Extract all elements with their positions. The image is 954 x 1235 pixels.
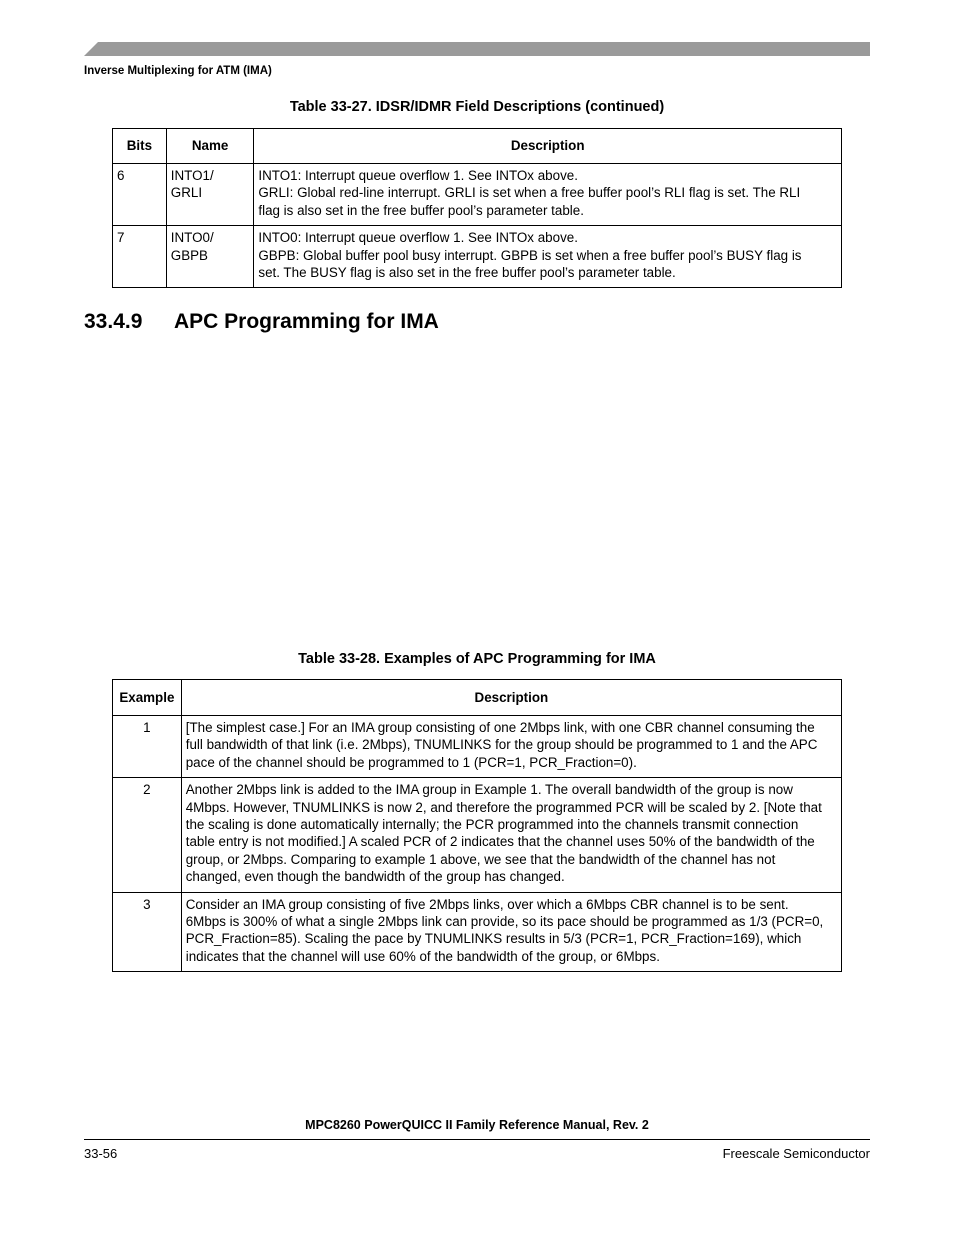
description-line: full bandwidth of that link (i.e. 2Mbps), TNUMLINKS for the group should be programmed to 1 and the APC bbox=[185, 737, 818, 753]
description-line: the scaling is done automatically internally; the PCR programmed into the channels transmit connection bbox=[185, 817, 799, 833]
table-header-row bbox=[113, 680, 842, 716]
column-header: Bits bbox=[113, 129, 167, 164]
description-line: INTO0: Interrupt queue overflow 1. See INTOx above. bbox=[258, 230, 578, 246]
section-heading bbox=[84, 310, 439, 334]
name-line: GBPB bbox=[170, 247, 208, 263]
section-number: 33.4.9 bbox=[84, 310, 143, 333]
description-line: 6Mbps is 300% of what a single 2Mbps link can provide, so its pace should be programmed as 1/3 (PCR=0, bbox=[185, 914, 824, 930]
name-line: INTO1/ bbox=[170, 168, 214, 183]
table-header-row bbox=[113, 129, 842, 164]
description-line: Another 2Mbps link is added to the IMA group in Example 1. The overall bandwidth of the group is now bbox=[185, 782, 793, 798]
table-row bbox=[113, 892, 842, 972]
description-line: INTO1: Interrupt queue overflow 1. See INTOx above. bbox=[258, 168, 578, 183]
description-line: PCR_Fraction=85). Scaling the pace by TNUMLINKS results in 5/3 (PCR=1, PCR_Fraction=169), which bbox=[185, 931, 802, 947]
description-line: table entry is not modified.] A scaled PCR of 2 indicates that the channel uses 50% of the bandwidth of the bbox=[185, 834, 815, 850]
column-header: Description bbox=[254, 129, 842, 164]
name-line: GRLI bbox=[170, 185, 203, 201]
table-row bbox=[113, 716, 842, 778]
description-cell bbox=[181, 778, 841, 892]
apc-examples-table bbox=[112, 679, 842, 972]
bits-cell: 7 bbox=[113, 226, 167, 288]
column-header: Name bbox=[166, 129, 254, 164]
footer-manual-title: MPC8260 PowerQUICC II Family Reference Manual, Rev. 2 bbox=[305, 1118, 649, 1132]
description-line: flag is also set in the free buffer pool’s parameter table. bbox=[258, 202, 584, 218]
description-line: pace of the channel should be programmed to 1 (PCR=1, PCR_Fraction=0). bbox=[185, 754, 637, 770]
description-line: 4Mbps. However, TNUMLINKS is now 2, and therefore the programmed PCR will be scaled by 2. [Note that bbox=[185, 799, 822, 815]
table-row bbox=[113, 164, 842, 226]
description-cell bbox=[254, 164, 842, 226]
table-caption: Table 33-28. Examples of APC Programming for IMA bbox=[298, 651, 656, 667]
description-line: indicates that the channel will use 60% of the bandwidth of the group, or 6Mbps. bbox=[185, 948, 660, 964]
section-title: APC Programming for IMA bbox=[174, 310, 439, 333]
field-descriptions-table bbox=[112, 128, 842, 288]
example-cell: 2 bbox=[113, 778, 182, 892]
description-line: set. The BUSY flag is also set in the free buffer pool’s parameter table. bbox=[258, 265, 676, 281]
description-line: GBPB: Global buffer pool busy interrupt. GBPB is set when a free buffer pool’s BUSY flag is bbox=[258, 247, 802, 263]
table-row bbox=[113, 226, 842, 288]
name-line: INTO0/ bbox=[170, 230, 214, 246]
running-header: Inverse Multiplexing for ATM (IMA) bbox=[84, 65, 272, 77]
description-line: GRLI: Global red-line interrupt. GRLI is set when a free buffer pool’s RLI flag is set. The RLI bbox=[258, 185, 801, 201]
footer-divider bbox=[84, 1139, 870, 1140]
table-row bbox=[113, 778, 842, 892]
header-bar bbox=[84, 42, 870, 56]
name-cell bbox=[166, 226, 254, 288]
description-line: changed, even though the bandwidth of the group has changed. bbox=[185, 869, 565, 885]
column-header: Description bbox=[181, 680, 841, 716]
description-line: Consider an IMA group consisting of five 2Mbps links, over which a 6Mbps CBR channel is to be sent. bbox=[185, 896, 789, 912]
example-cell: 3 bbox=[113, 892, 182, 972]
name-cell bbox=[166, 164, 254, 226]
company-name: Freescale Semiconductor bbox=[722, 1146, 870, 1161]
example-cell: 1 bbox=[113, 716, 182, 778]
description-cell bbox=[181, 892, 841, 972]
description-line: [The simplest case.] For an IMA group consisting of one 2Mbps link, with one CBR channel consuming the bbox=[185, 720, 815, 735]
column-header: Example bbox=[113, 680, 182, 716]
description-cell bbox=[254, 226, 842, 288]
description-line: group, or 2Mbps. Comparing to example 1 above, we see that the bandwidth of the channel has not bbox=[185, 851, 776, 867]
bits-cell: 6 bbox=[113, 164, 167, 226]
page-number: 33-56 bbox=[84, 1146, 118, 1161]
description-cell bbox=[181, 716, 841, 778]
table-caption: Table 33-27. IDSR/IDMR Field Descriptions (continued) bbox=[289, 99, 665, 115]
